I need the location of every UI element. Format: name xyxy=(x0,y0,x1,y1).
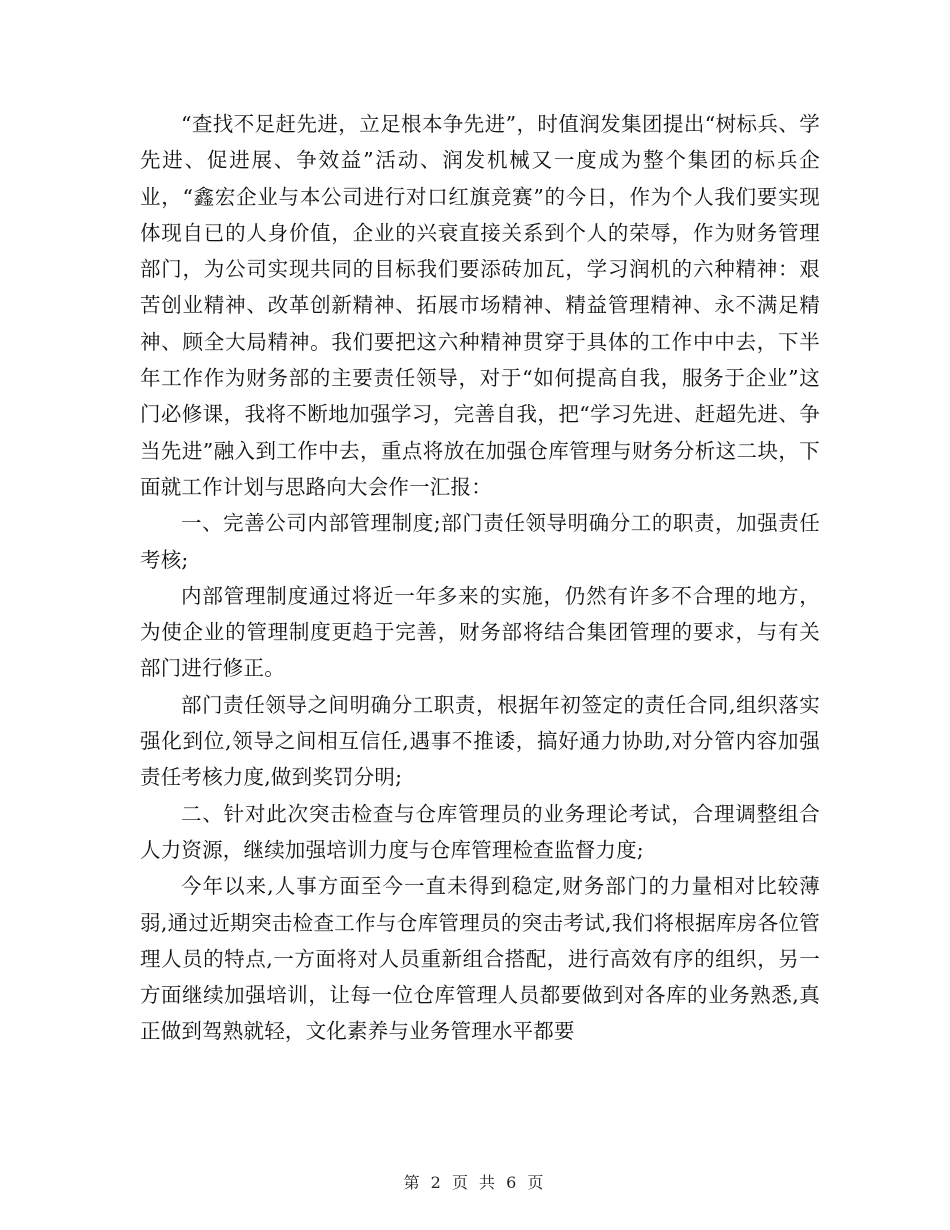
document-body xyxy=(140,106,820,1050)
page-number-footer: 第 2 页 共 6 页 xyxy=(403,1173,547,1192)
paragraph-section-two-heading: 二、针对此次突击检查与仓库管理员的业务理论考试，合理调整组合人力资源，继续加强培训力度与仓库管理检查监督力度; xyxy=(140,801,820,862)
paragraph-section-one-heading: 一、完善公司内部管理制度;部门责任领导明确分工的职责，加强责任考核; xyxy=(140,511,820,572)
paragraph-internal-rules: 内部管理制度通过将近一年多来的实施，仍然有许多不合理的地方，为使企业的管理制度更趋于完善，财务部将结合集团管理的要求，与有关部门进行修正。 xyxy=(140,583,820,681)
paragraph-staffing: 今年以来,人事方面至今一直未得到稳定,财务部门的力量相对比较薄弱,通过近期突击检查工作与仓库管理员的突击考试,我们将根据库房各位管理人员的特点,一方面将对人员重新组合搭配，进行高效有序的组织，另一方面继续加强培训，让每一位仓库管理人员都要做到对各库的业务熟悉,真正做到驾熟就轻，文化素养与业务管理水平都要 xyxy=(140,874,820,1044)
paragraph-responsibility: 部门责任领导之间明确分工职责，根据年初签定的责任合同,组织落实强化到位,领导之间相互信任,遇事不推诿，搞好通力协助,对分管内容加强责任考核力度,做到奖罚分明; xyxy=(140,692,820,790)
paragraph-intro: “查找不足赶先进，立足根本争先进”，时值润发集团提出“树标兵、学先进、促进展、争效益”活动、润发机械又一度成为整个集团的标兵企业，“鑫宏企业与本公司进行对口红旗竞赛”的今日，作为个人我们要实现体现自已的人身价值，企业的兴衰直接关系到个人的荣辱，作为财务管理部门，为公司实现共同的目标我们要添砖加瓦，学习润机的六种精神：艰苦创业精神、改革创新精神、拓展市场精神、精益管理精神、永不满足精神、顾全大局精神。我们要把这六种精神贯穿于具体的工作中中去，下半年工作作为财务部的主要责任领导，对于“如何提高自我，服务于企业”这门必修课，我将不断地加强学习，完善自我，把“学习先进、赶超先进、争当先进”融入到工作中去，重点将放在加强仓库管理与财务分析这二块，下面就工作计划与思路向大会作一汇报： xyxy=(140,112,820,499)
